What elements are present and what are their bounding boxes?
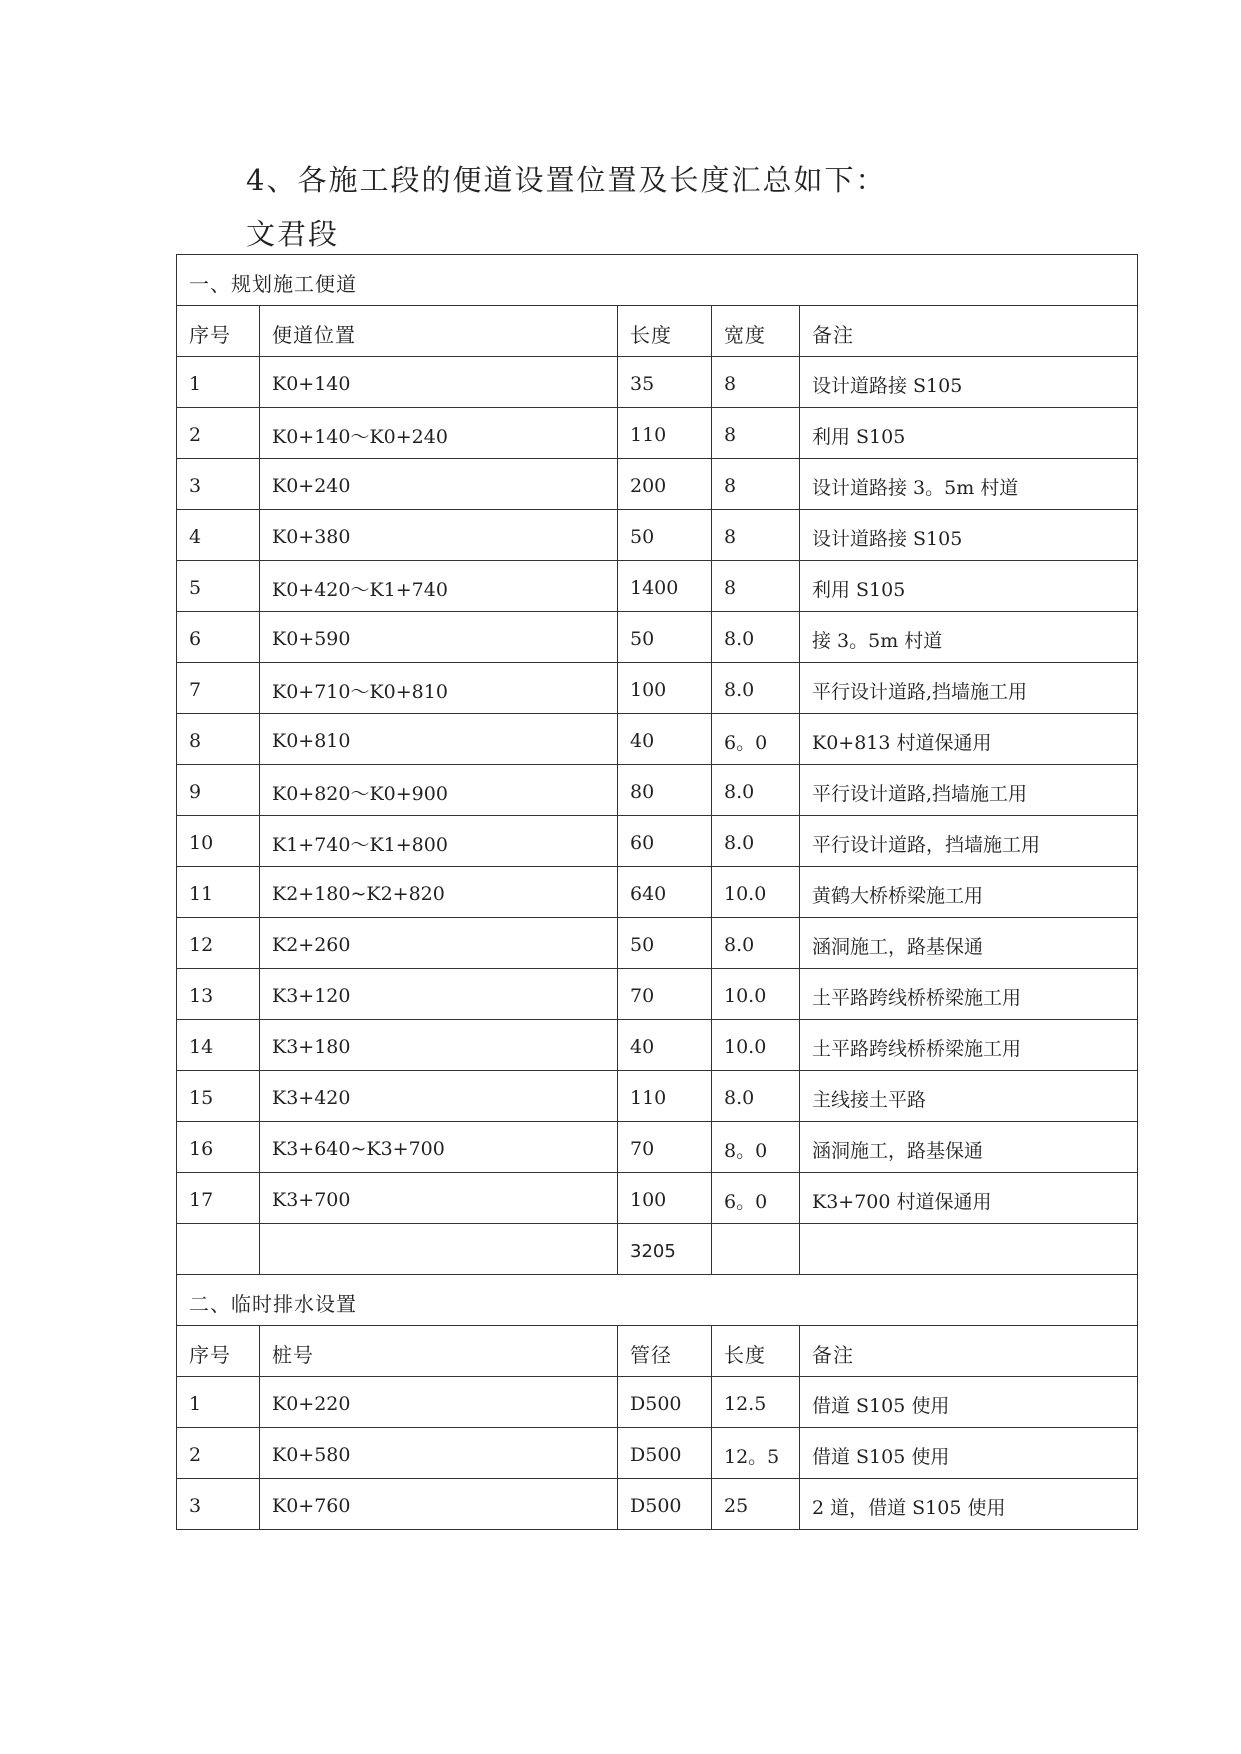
table-cell: 4 [177,510,260,561]
table-cell: 6。0 [712,714,800,765]
table-cell: 平行设计道路，挡墙施工用 [800,816,1138,867]
table-cell: K0+220 [260,1377,618,1428]
summary-table [176,254,1138,1530]
table-cell: 40 [618,1020,712,1071]
column-header: 序号 [177,1326,260,1377]
table-cell: 50 [618,918,712,969]
table-cell: 利用 S105 [800,408,1138,459]
table-cell: 8.0 [712,765,800,816]
table-cell: K0+580 [260,1428,618,1479]
table-cell: K0+140～K0+240 [260,408,618,459]
table-cell: K2+180~K2+820 [260,867,618,918]
table-cell: 13 [177,969,260,1020]
table-cell: K2+260 [260,918,618,969]
table-cell: 主线接土平路 [800,1071,1138,1122]
section-roads-title-row [177,255,1138,306]
table-cell: K0+140 [260,357,618,408]
table-cell: 涵洞施工，路基保通 [800,1122,1138,1173]
table-cell: 70 [618,1122,712,1173]
section-drainage-title: 二、临时排水设置 [177,1275,1138,1326]
table-cell: 16 [177,1122,260,1173]
table-cell: 8 [712,561,800,612]
empty-cell [260,1224,618,1275]
table-cell: 80 [618,765,712,816]
section-roads-title: 一、规划施工便道 [177,255,1138,306]
table-cell: 11 [177,867,260,918]
table-row [177,459,1138,510]
table-cell: 50 [618,612,712,663]
table-row [177,663,1138,714]
table-cell: 110 [618,408,712,459]
table-cell: 5 [177,561,260,612]
table-row [177,510,1138,561]
table-cell: 土平路跨线桥桥梁施工用 [800,1020,1138,1071]
table-cell: 40 [618,714,712,765]
table-cell: 12。5 [712,1428,800,1479]
table-row [177,1122,1138,1173]
table-row [177,969,1138,1020]
table-cell: 10.0 [712,969,800,1020]
table-cell: 8.0 [712,1071,800,1122]
table-cell: 2 道，借道 S105 使用 [800,1479,1138,1530]
total-row [177,1224,1138,1275]
table-row [177,1173,1138,1224]
table-cell: 1 [177,1377,260,1428]
table-row [177,1071,1138,1122]
table-row [177,612,1138,663]
table-cell: 35 [618,357,712,408]
table-cell: 8 [712,357,800,408]
column-header: 备注 [800,306,1138,357]
section-subheading: 文君段 [246,217,340,251]
table-cell: 借道 S105 使用 [800,1377,1138,1428]
table-cell: 借道 S105 使用 [800,1428,1138,1479]
table-cell: 8 [177,714,260,765]
table-cell: 设计道路接 3。5m 村道 [800,459,1138,510]
table-cell: 10 [177,816,260,867]
table-cell: 110 [618,1071,712,1122]
table-cell: 12.5 [712,1377,800,1428]
table-row [177,816,1138,867]
table-cell: 6 [177,612,260,663]
table-cell: D500 [618,1377,712,1428]
table-cell: 8.0 [712,816,800,867]
table-cell: 7 [177,663,260,714]
table-cell: 平行设计道路,挡墙施工用 [800,663,1138,714]
column-header: 便道位置 [260,306,618,357]
table-cell: K3+180 [260,1020,618,1071]
table-cell: 25 [712,1479,800,1530]
table-cell: K3+700 村道保通用 [800,1173,1138,1224]
empty-cell [712,1224,800,1275]
table-cell: 100 [618,663,712,714]
section-drainage-header-row [177,1326,1138,1377]
table-cell: K1+740～K1+800 [260,816,618,867]
table-cell: 利用 S105 [800,561,1138,612]
column-header: 桩号 [260,1326,618,1377]
table-cell: 2 [177,408,260,459]
column-header: 备注 [800,1326,1138,1377]
section-drainage-title-row [177,1275,1138,1326]
column-header: 管径 [618,1326,712,1377]
table-row [177,918,1138,969]
column-header: 长度 [712,1326,800,1377]
table-cell: K3+420 [260,1071,618,1122]
table-row [177,714,1138,765]
table-cell: 10.0 [712,867,800,918]
summary-table-body [177,255,1138,1530]
table-cell: 8.0 [712,612,800,663]
empty-cell [177,1224,260,1275]
table-row [177,1428,1138,1479]
table-cell: K0+240 [260,459,618,510]
table-cell: 15 [177,1071,260,1122]
table-cell: D500 [618,1428,712,1479]
table-cell: 设计道路接 S105 [800,357,1138,408]
table-cell: 设计道路接 S105 [800,510,1138,561]
table-cell: 100 [618,1173,712,1224]
table-cell: K0+813 村道保通用 [800,714,1138,765]
table-cell: 2 [177,1428,260,1479]
table-cell: 黄鹤大桥桥梁施工用 [800,867,1138,918]
table-cell: K0+710～K0+810 [260,663,618,714]
table-cell: 8.0 [712,918,800,969]
table-cell: K0+590 [260,612,618,663]
table-cell: 8。0 [712,1122,800,1173]
table-cell: K0+760 [260,1479,618,1530]
table-cell: K3+120 [260,969,618,1020]
table-cell: D500 [618,1479,712,1530]
table-cell: 60 [618,816,712,867]
table-cell: 8 [712,510,800,561]
table-cell: 3 [177,1479,260,1530]
table-cell: K0+820～K0+900 [260,765,618,816]
table-cell: 200 [618,459,712,510]
table-cell: 土平路跨线桥桥梁施工用 [800,969,1138,1020]
table-row [177,357,1138,408]
column-header: 宽度 [712,306,800,357]
table-cell: 1400 [618,561,712,612]
table-cell: 14 [177,1020,260,1071]
table-cell: 平行设计道路,挡墙施工用 [800,765,1138,816]
column-header: 长度 [618,306,712,357]
table-cell: 9 [177,765,260,816]
table-cell: 3 [177,459,260,510]
table-cell: 8.0 [712,663,800,714]
table-cell: 8 [712,459,800,510]
table-cell: K0+810 [260,714,618,765]
table-row [177,1377,1138,1428]
table-row [177,1020,1138,1071]
table-row [177,1479,1138,1530]
table-row [177,765,1138,816]
table-cell: 50 [618,510,712,561]
table-cell: 8 [712,408,800,459]
table-cell: 17 [177,1173,260,1224]
table-cell: 涵洞施工，路基保通 [800,918,1138,969]
table-row [177,408,1138,459]
column-header: 序号 [177,306,260,357]
table-cell: 1 [177,357,260,408]
table-cell: 接 3。5m 村道 [800,612,1138,663]
table-cell: 10.0 [712,1020,800,1071]
table-cell: K3+640~K3+700 [260,1122,618,1173]
table-cell: 70 [618,969,712,1020]
empty-cell [800,1224,1138,1275]
table-cell: 12 [177,918,260,969]
table-cell: 640 [618,867,712,918]
table-cell: 6。0 [712,1173,800,1224]
page-heading: 4、各施工段的便道设置位置及长度汇总如下： [246,163,887,197]
table-cell: K0+380 [260,510,618,561]
section-roads-header-row [177,306,1138,357]
table-cell: K0+420～K1+740 [260,561,618,612]
table-row [177,561,1138,612]
total-length-value: 3205 [618,1224,712,1275]
table-row [177,867,1138,918]
table-cell: K3+700 [260,1173,618,1224]
